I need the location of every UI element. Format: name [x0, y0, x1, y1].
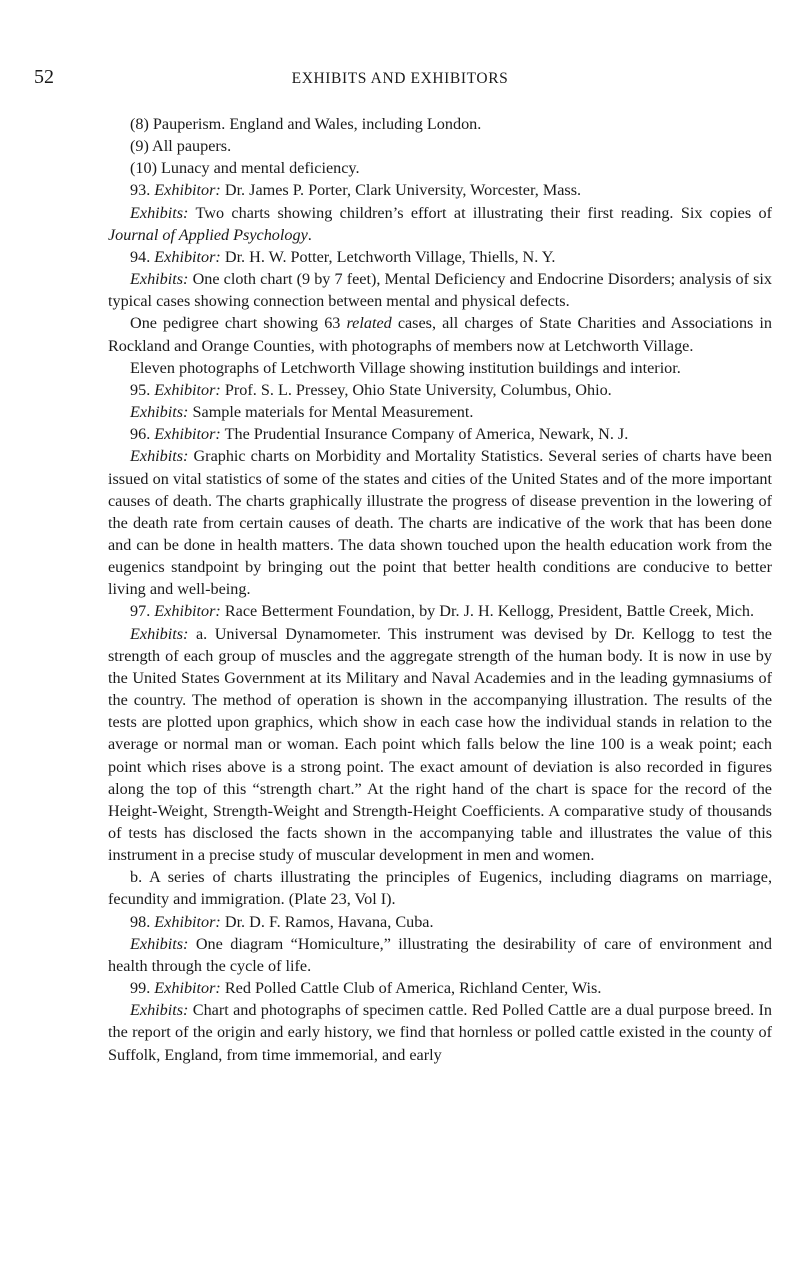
entry-97-eugenics-paragraph: b. A series of charts illustrating the principles of Eugenics, including diagrams on marriage, fecundity and immigration. (Plate 23, Vol I). — [108, 868, 772, 909]
exhibitor-text: Prof. S. L. Pressey, Ohio State University, Columbus, Ohio. — [224, 380, 612, 399]
entry-number: 94. — [130, 247, 151, 266]
entry-96-exhibitor — [108, 423, 772, 445]
entry-94-exhibits — [108, 268, 772, 312]
entry-98-exhibitor — [108, 911, 772, 933]
entry-number: 95. — [130, 380, 151, 399]
exhibitor-label: Exhibitor: — [154, 425, 221, 444]
exhibitor-text: Dr. D. F. Ramos, Havana, Cuba. — [224, 912, 434, 931]
entry-number: 99. — [130, 979, 151, 998]
pedigree-text-end: cases, all charges of State Charities and Associations in Rockland and Orange Counties, with photographs of members now at Letchworth Village. — [108, 314, 773, 355]
list-item-pauperism: (8) Pauperism. England and Wales, including London. — [130, 115, 482, 133]
exhibits-label: Exhibits: — [130, 447, 189, 466]
page-header — [0, 64, 800, 94]
page-number: 52 — [34, 66, 54, 88]
exhibitor-text: The Prudential Insurance Company of America, Newark, N. J. — [224, 425, 629, 444]
exhibits-text-end: . — [307, 225, 312, 244]
body-text — [108, 113, 772, 1066]
exhibits-label: Exhibits: — [130, 624, 189, 643]
exhibitor-label: Exhibitor: — [154, 602, 221, 621]
exhibits-text: Chart and photographs of specimen cattle. Red Polled Cattle are a dual purpose breed. In the report of the origin and early history, we find that hornless or polled cattle existed in the county of Suffolk, England, from time immemorial, and early — [108, 1001, 772, 1064]
pedigree-text: One pedigree chart showing 63 — [130, 314, 341, 333]
exhibitor-text: Race Betterment Foundation, by Dr. J. H. Kellogg, President, Battle Creek, Mich. — [224, 602, 755, 621]
list-item-lunacy: (10) Lunacy and mental deficiency. — [130, 159, 360, 178]
entry-99-exhibitor — [108, 977, 772, 999]
entry-number: 98. — [130, 912, 151, 931]
exhibits-label: Exhibits: — [130, 1001, 189, 1020]
running-head: EXHIBITS AND EXHIBITORS — [291, 70, 509, 87]
exhibits-text: One cloth chart (9 by 7 feet), Mental Deficiency and Endocrine Disorders; analysis of six typical cases showing connection between mental and physical defects. — [108, 270, 773, 311]
entry-number: 93. — [130, 181, 151, 200]
exhibits-text: One diagram “Homiculture,” illustrating the desirability of care of environment and health through the cycle of life. — [108, 934, 772, 975]
exhibitor-label: Exhibitor: — [154, 181, 221, 200]
exhibitor-text: Dr. James P. Porter, Clark University, Worcester, Mass. — [224, 181, 582, 200]
entry-97-exhibitor — [108, 600, 772, 622]
entry-95-exhibits — [108, 401, 772, 423]
exhibitor-text: Dr. H. W. Potter, Letchworth Village, Thiells, N. Y. — [224, 247, 556, 266]
entry-97-exhibits — [108, 623, 772, 867]
exhibitor-label: Exhibitor: — [154, 247, 221, 266]
related-word: related — [346, 314, 392, 333]
exhibits-label: Exhibits: — [130, 403, 189, 422]
exhibitor-label: Exhibitor: — [154, 979, 221, 998]
entry-number: 96. — [130, 425, 151, 444]
entry-94-pedigree-paragraph — [108, 312, 772, 356]
exhibitor-text: Red Polled Cattle Club of America, Richland Center, Wis. — [224, 979, 602, 998]
entry-95-exhibitor — [108, 379, 772, 401]
list-item-paupers: (9) All paupers. — [130, 137, 232, 156]
exhibits-text: Sample materials for Mental Measurement. — [192, 403, 474, 422]
exhibits-label: Exhibits: — [130, 934, 189, 953]
exhibitor-label: Exhibitor: — [154, 912, 221, 931]
entry-98-exhibits — [108, 933, 772, 977]
exhibits-text: Two charts showing children’s effort at illustrating their first reading. Six copies of — [195, 203, 772, 222]
entry-93-exhibits — [108, 202, 772, 246]
entry-number: 97. — [130, 602, 151, 621]
exhibits-label: Exhibits: — [130, 203, 189, 222]
entry-96-exhibits — [108, 445, 772, 600]
entry-94-photographs-paragraph: Eleven photographs of Letchworth Village showing institution buildings and interior. — [130, 358, 681, 377]
exhibits-text: a. Universal Dynamometer. This instrument was devised by Dr. Kellogg to test the strength of each group of muscles and the aggregate strength of the human body. It is now in use by the United States Government at its Military and Naval Academies and in the leading gymnasiums of the country. The method of operation is shown in the accompanying illustration. The results of the tests are plotted upon graphics, which show in each case how the individual stands in relation to the average or normal man or woman. Each point which falls below the line 100 is a weak point; each point which rises above is a strong point. The exact amount of deviation is also recorded in figures along the top of this “strength chart.” At the right hand of the chart is space for the record of the Height-Weight, Strength-Weight and Strength-Height Coefficients. A comparative study of thousands of tests has disclosed the facts shown in the accompanying table and illustrates the value of this instrument in a precise study of muscular development in men and women. — [108, 624, 772, 865]
entry-94-exhibitor — [108, 246, 772, 268]
entry-99-exhibits — [108, 999, 772, 1065]
exhibitor-label: Exhibitor: — [154, 380, 221, 399]
entry-93-exhibitor — [108, 179, 772, 201]
journal-title: Journal of Applied Psychology — [108, 225, 308, 244]
exhibits-label: Exhibits: — [130, 270, 189, 289]
exhibits-text: Graphic charts on Morbidity and Mortality Statistics. Several series of charts have been issued on vital statistics of some of the states and cities of the United States and of the more important causes of death. The charts graphically illustrate the progress of disease prevention in the lowering of the death rate from certain causes of death. The charts are indicative of the work that has been done and can be done in health matters. The data shown touched upon the health education work from the eugenics standpoint by bringing out the point that better health conditions are conducive to better living and well-being. — [108, 447, 773, 599]
